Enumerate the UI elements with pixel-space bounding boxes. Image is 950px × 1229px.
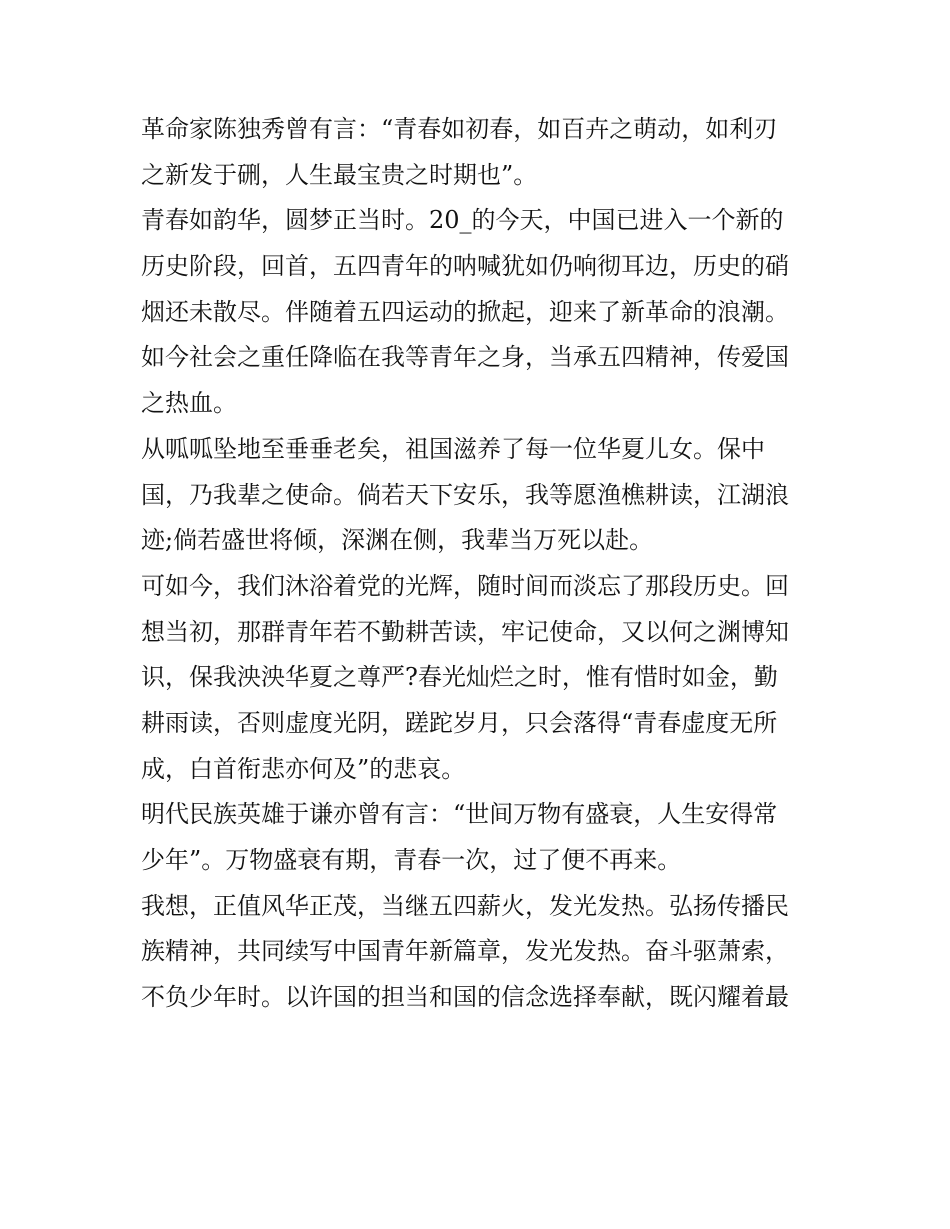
text-line: 耕雨读，否则虚度光阴，蹉跎岁月，只会落得“青春虚度无所 [141,708,778,737]
text-line: 烟还未散尽。伴随着五四运动的掀起，迎来了新革命的浪潮。 [141,297,789,326]
text-line: 不负少年时。以许国的担当和国的信念选择奉献，既闪耀着最 [141,983,789,1012]
text-line: 国，乃我辈之使命。倘若天下安乐，我等愿渔樵耕读，江湖浪 [141,480,789,509]
text-line: 革命家陈独秀曾有言：“青春如初春，如百卉之萌动，如利刃 [141,115,778,143]
text-line: 想当初，那群青年若不勤耕苦读，牢记使命，又以何之渊博知 [141,617,789,646]
text-line: 成，白首衔悲亦何及”的悲哀。 [141,754,466,783]
text-line: 识，保我泱泱华夏之尊严?春光灿烂之时，惟有惜时如金，勤 [141,663,778,692]
text-line: 从呱呱坠地至垂垂老矣，祖国滋养了每一位华夏儿女。保中 [141,434,765,463]
text-line: 我想，正值风华正茂，当继五四薪火，发光发热。弘扬传播民 [141,891,789,920]
text-line: 之热血。 [141,389,237,418]
document-body [141,107,821,1021]
text-line: 如今社会之重任降临在我等青年之身，当承五四精神，传爱国 [141,343,789,372]
text-line: 少年”。万物盛衰有期，青春一次，过了便不再来。 [141,846,682,874]
text-line: 迹;倘若盛世将倾，深渊在侧，我辈当万死以赴。 [141,526,654,555]
text-line: 族精神，共同续写中国青年新篇章，发光发热。奋斗驱萧索， [141,937,789,966]
text-line: 可如今，我们沐浴着党的光辉，随时间而淡忘了那段历史。回 [141,571,789,600]
text-line: 青春如韵华，圆梦正当时。20_的今天，中国已进入一个新的 [141,206,784,235]
text-line: 历史阶段，回首，五四青年的呐喊犹如仍响彻耳边，历史的硝 [141,252,789,281]
text-line: 明代民族英雄于谦亦曾有言：“世间万物有盛衰，人生安得常 [141,800,778,829]
text-line: 之新发于硎，人生最宝贵之时期也”。 [141,160,538,189]
